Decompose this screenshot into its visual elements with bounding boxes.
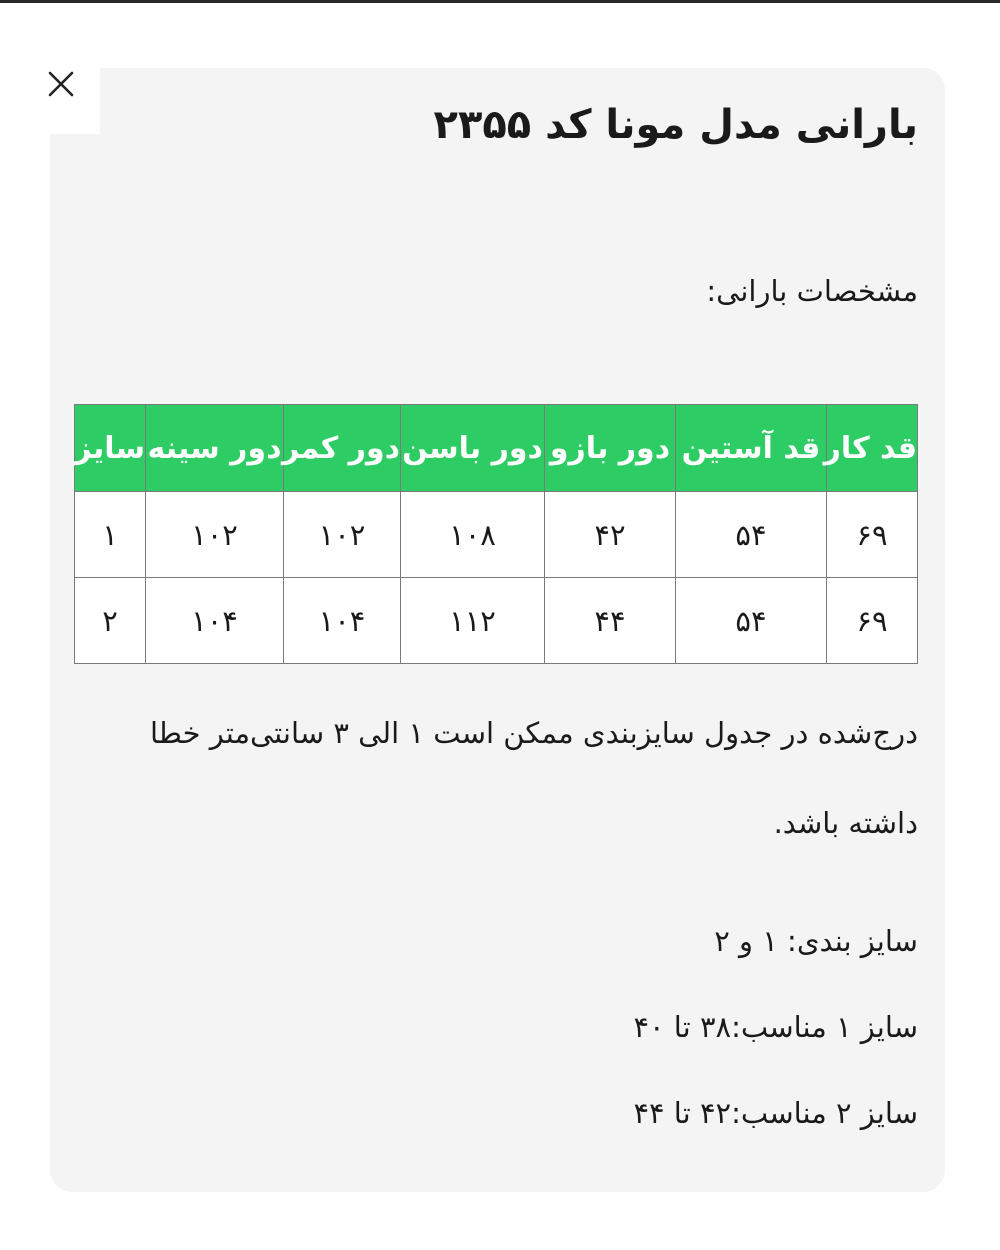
- table-cell: ۴۴: [545, 578, 676, 664]
- table-cell: ۶۹: [827, 492, 918, 578]
- table-cell: ۱۰۴: [146, 578, 284, 664]
- table-row: [75, 492, 918, 578]
- table-cell: ۱۱۲: [401, 578, 545, 664]
- table-cell: ۲: [75, 578, 146, 664]
- header-cell: قد کار: [827, 405, 918, 492]
- table-cell: ۱۰۲: [284, 492, 401, 578]
- size1-fit: سایز ۱ مناسب:۳۸ تا ۴۰: [633, 1010, 918, 1044]
- table-cell: ۱۰۴: [284, 578, 401, 664]
- header-cell: دور کمر: [284, 405, 401, 492]
- size2-fit: سایز ۲ مناسب:۴۲ تا ۴۴: [633, 1096, 918, 1130]
- table-cell: ۵۴: [676, 578, 827, 664]
- header-cell: سایز: [75, 405, 146, 492]
- table-cell: ۱۰۸: [401, 492, 545, 578]
- measurement-note: درج‌شده در جدول سایزبندی ممکن است ۱ الی ۳ سانتی‌متر خطا داشته باشد.: [149, 716, 918, 840]
- table-cell: ۱۰۲: [146, 492, 284, 578]
- header-cell: دور باسن: [401, 405, 545, 492]
- product-title: بارانی مدل مونا کد ۲۳۵۵: [433, 102, 918, 148]
- size-guide-card: [50, 68, 945, 1192]
- specs-heading: مشخصات بارانی:: [706, 274, 918, 308]
- table-cell: ۵۴: [676, 492, 827, 578]
- header-cell: دور سینه: [146, 405, 284, 492]
- close-button[interactable]: [22, 62, 100, 134]
- close-icon: [47, 70, 75, 98]
- table-row: [75, 578, 918, 664]
- table-header-row: [75, 405, 918, 492]
- header-cell: قد آستین: [676, 405, 827, 492]
- header-cell: دور بازو: [545, 405, 676, 492]
- size-table: [74, 404, 918, 664]
- table-cell: ۴۲: [545, 492, 676, 578]
- sizes-available: سایز بندی: ۱ و ۲: [714, 924, 918, 958]
- table-cell: ۶۹: [827, 578, 918, 664]
- table-cell: ۱: [75, 492, 146, 578]
- top-edge: [0, 0, 1000, 3]
